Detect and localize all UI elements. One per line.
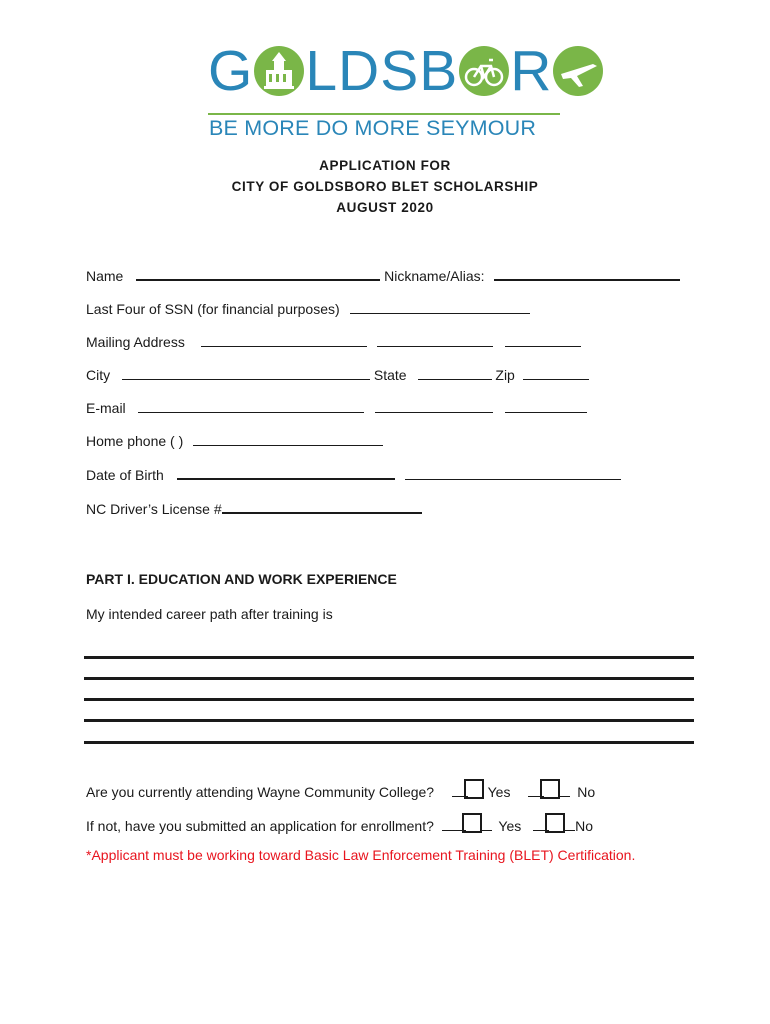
title-line-3: AUGUST 2020: [336, 200, 434, 215]
wcc-no-label: No: [577, 784, 596, 800]
career-answer-line-2[interactable]: [84, 677, 694, 680]
goldsboro-logo: [208, 39, 562, 140]
dob-field[interactable]: [177, 466, 395, 480]
career-answer-line-5[interactable]: [84, 741, 694, 744]
wcc-no-checkbox[interactable]: [540, 779, 560, 799]
email-extra-field-2[interactable]: [505, 400, 587, 413]
career-prompt: My intended career path after training is: [86, 606, 333, 622]
logo-wordmark: [208, 40, 604, 102]
home-phone-label: Home phone ( ): [86, 433, 184, 449]
email-label: E-mail: [86, 400, 126, 416]
license-row: [86, 500, 422, 518]
enroll-no-trail: [565, 818, 575, 831]
career-answer-line-1[interactable]: [84, 656, 694, 659]
email-extra-field-1[interactable]: [375, 400, 493, 413]
logo-tagline: BE MORE DO MORE SEYMOUR: [209, 116, 537, 140]
name-row: [86, 267, 680, 285]
enroll-yes-trail: [482, 818, 492, 831]
city-field[interactable]: [122, 367, 370, 380]
enroll-yes-label: Yes: [498, 818, 522, 834]
question-enroll-label: If not, have you submitted an application for enrollment?: [86, 818, 434, 834]
logo-letter-g: G: [208, 39, 254, 103]
wcc-no-trail: [560, 784, 570, 797]
city-label: City: [86, 367, 111, 383]
mailing-label: Mailing Address: [86, 334, 185, 350]
logo-letters-ldsb: LDSB: [305, 39, 459, 103]
career-answer-line-4[interactable]: [84, 719, 694, 722]
email-row: [86, 399, 587, 417]
city-hall-icon: [254, 46, 304, 96]
mailing-line2-field[interactable]: [377, 334, 493, 347]
ssn-field[interactable]: [350, 301, 530, 314]
home-phone-row: [86, 432, 383, 450]
enroll-yes-checkbox[interactable]: [462, 813, 482, 833]
license-field[interactable]: [222, 500, 422, 514]
name-label: Name: [86, 268, 124, 284]
city-row: [86, 366, 589, 384]
mailing-row: [86, 333, 581, 351]
zip-label: Zip: [495, 367, 515, 383]
enroll-no-label: No: [575, 818, 594, 834]
dob-label: Date of Birth: [86, 467, 164, 483]
wcc-yes-label: Yes: [487, 784, 511, 800]
logo-divider: [208, 113, 560, 115]
home-phone-field[interactable]: [193, 433, 383, 446]
jet-icon: [553, 46, 603, 96]
blet-requirement-notice: *Applicant must be working toward Basic Law Enforcement Training (BLET) Certification.: [86, 847, 636, 863]
wcc-yes-checkbox[interactable]: [464, 779, 484, 799]
title-line-1: APPLICATION FOR: [319, 158, 451, 173]
dob-extra-field[interactable]: [405, 467, 621, 480]
title-line-2: CITY OF GOLDSBORO BLET SCHOLARSHIP: [231, 179, 539, 194]
question-wcc-row: [86, 779, 595, 801]
state-field[interactable]: [418, 367, 492, 380]
nickname-field[interactable]: [494, 267, 680, 281]
email-field[interactable]: [138, 400, 364, 413]
mailing-street-field[interactable]: [201, 334, 367, 347]
career-answer-line-3[interactable]: [84, 698, 694, 701]
state-label: State: [373, 367, 407, 383]
ssn-row: [86, 300, 530, 318]
part1-heading: PART I. EDUCATION AND WORK EXPERIENCE: [86, 571, 397, 587]
form-title: [0, 155, 770, 218]
zip-field[interactable]: [523, 367, 589, 380]
mailing-line3-field[interactable]: [505, 334, 581, 347]
enroll-no-checkbox[interactable]: [545, 813, 565, 833]
dob-row: [86, 466, 621, 484]
bicycle-icon: [459, 46, 509, 96]
question-wcc-label: Are you currently attending Wayne Community College?: [86, 784, 435, 800]
logo-letter-r: R: [510, 39, 553, 103]
question-enroll-row: [86, 813, 593, 835]
name-field[interactable]: [136, 267, 380, 281]
license-label: NC Driver’s License #: [86, 501, 222, 517]
nickname-label: Nickname/Alias:: [384, 268, 485, 284]
ssn-label: Last Four of SSN (for financial purposes): [86, 301, 340, 317]
